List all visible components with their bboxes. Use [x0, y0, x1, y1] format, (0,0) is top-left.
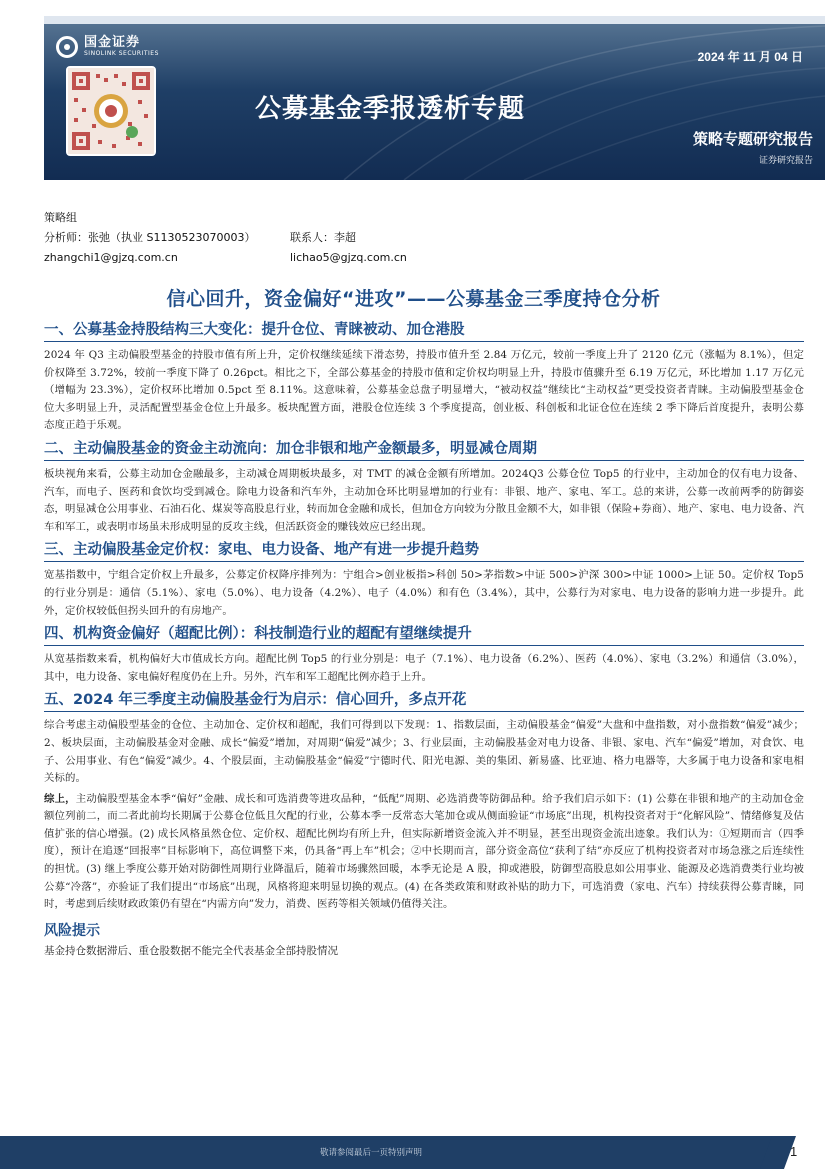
summary-paragraph: [44, 791, 804, 914]
section-paragraph: 从宽基指数来看，机构偏好大市值成长方向。超配比例 Top5 的行业分别是：电子（7.1%）、电力设备（6.2%）、医药（4.0%）、家电（3.2%）和通信（3.0%），其中，电力设备、家电偏好程度仍在上升。另外，汽车和军工超配比例亦趋于上升。: [44, 653, 804, 683]
risk-section: [44, 920, 804, 960]
analyst-email-link[interactable]: zhangchi1@gjzq.com.cn: [44, 251, 178, 264]
logo-icon: [56, 36, 78, 58]
section-paragraph: 综合考虑主动偏股型基金的仓位、主动加仓、定价权和超配，我们可得到以下发现：1、指数层面，主动偏股基金“偏爱”大盘和中盘指数，对小盘指数“偏爱”减少；2、板块层面，主动偏股基金对金融、成长“偏爱”增加，对周期“偏爱”减少；3、行业层面，主动偏股基金对电力设备、非银、家电、汽车“偏爱”增加，对食饮、电子、公用事业、有色“偏爱”减少。4、个股层面，主动偏股基金“偏爱”宁德时代、阳光电源、美的集团、新易盛、比亚迪、格力电器等，大多属于电力设备和家电相关标的。: [44, 719, 804, 785]
report-type: 策略专题研究报告: [692, 130, 813, 148]
contact-email-link[interactable]: lichao5@gjzq.com.cn: [290, 251, 407, 264]
author-info: [44, 208, 804, 268]
section-2: [44, 438, 804, 536]
report-body: [44, 319, 804, 960]
summary-text: 主动偏股型基金本季“偏好”金融、成长和可选消费等进攻品种，“低配”周期、必选消费等防御品种。给予我们启示如下：(1) 公募在非银和地产的主动加仓金额位列前二，而二者此前均长期属于公募仓位低且欠配的行业，公募本季一反常态大笔加仓或从侧面验证“市场底”出现，机构投资者对于“化解风险”、情绪修复及估值扩张的信心增强。(2) 成长风格虽然仓位、定价权、超配比例均有所上升，但实际新增资金流入并不明显，甚至出现资金流出迹象。我们认为：①短期而言（四季度），预计在追逐“回报率”目标影响下，高位调整下来，仍具备“再上车”机会；②中长期而言，部分资金高位“获利了结”亦反应了机构投资者对市场急涨之后连续性的担忧。(3) 继上季度公募开始对防御性周期行业降温后，随着市场骤然回暖，本季无论是 A 股，抑或港股，防御型高股息如公用事业、能源及必选消费类行业均被公募“冷落”，亦验证了我们提出“市场底”出现，风格将迎来明显切换的观点。(4) 在各类政策和财政补贴的助力下，可选消费（家电、汽车）持续获得公募青睐，同时，考虑到后续财政政策仍有望在“内需方向”发力，消费、医药等相关领域仍值得关注。: [44, 792, 804, 911]
brand-logo: [56, 36, 159, 58]
page-number: 1: [790, 1144, 798, 1159]
risk-heading: 风险提示: [44, 922, 100, 939]
analyst-name: 分析师：张弛（执业 S1130523070003）: [44, 231, 256, 244]
report-subtype: 证券研究报告: [758, 156, 813, 166]
report-date: 2024 年 11 月 04 日: [697, 50, 803, 64]
section-paragraph: 2024 年 Q3 主动偏股型基金的持股市值有所上升，定价权继续延续下滑态势，持股市值升至 2.84 万亿元，较前一季度上升了 2120 亿元（涨幅为 8.1%），但定价权降至 3.72%，较前一季度下降了 0.26pct。相比之下，全部公募基金的持股市值和定价权均明显上升，持股市值骤升至 6.19 万亿元，环比增加 1.17 万亿元（增幅为 23.3%），定价权环比增加 0.5pct 至 8.11%。这意味着，公募基金总盘子明显增大，“被动权益”继续比“主动权益”更受投资者青睐。主动偏股型基金仓位大多明显上升，灵活配置型基金仓位上升最多。板块配置方面，港股仓位连续 3 个季度提高，创业板、科创板和北证仓位在连续 2 季下降后首度提升，表明公募态度正趋于乐观。: [44, 349, 804, 432]
footer-disclaimer: 敬请参阅最后一页特别声明: [320, 1148, 423, 1158]
summary-lead: 综上，: [44, 792, 76, 805]
team-name: 策略组: [44, 211, 77, 224]
section-heading: 一、公募基金持股结构三大变化：提升仓位、青睐被动、加仓港股: [44, 319, 804, 342]
section-5: [44, 689, 804, 914]
contact-name: 联系人：李超: [290, 231, 356, 244]
report-series-title: 公募基金季报透析专题: [255, 94, 526, 124]
section-3: [44, 539, 804, 620]
qr-code: [66, 66, 156, 156]
section-heading: 二、主动偏股基金的资金主动流向：加仓非银和地产金额最多，明显减仓周期: [44, 438, 804, 461]
section-heading: 四、机构资金偏好（超配比例）：科技制造行业的超配有望继续提升: [44, 623, 804, 646]
brand-name-en: SINOLINK SECURITIES: [84, 50, 159, 57]
section-1: [44, 319, 804, 435]
section-heading: 三、主动偏股基金定价权：家电、电力设备、地产有进一步提升趋势: [44, 539, 804, 562]
brand-name-cn: 国金证券: [84, 35, 141, 50]
page-footer: [0, 1136, 827, 1169]
banner-top-strip: [44, 16, 825, 24]
section-paragraph: 板块视角来看，公募主动加仓金融最多，主动减仓周期板块最多，对 TMT 的减仓金额有所增加。2024Q3 公募仓位 Top5 的行业中，主动加仓的仅有电力设备、汽车，而电子、医药和食饮均受到减仓。除电力设备和汽车外，主动加仓环比明显增加的行业有：非银、地产、家电、军工。总的来讲，公募一改前两季的防御姿态，明显减仓公用事业、石油石化、煤炭等高股息行业，转而加仓金融和成长，但加仓方向较为分散且金额不大，如非银（保险+券商）、地产、家电、电力设备、汽车和军工，或表明市场虽未形成明显的反攻主线，但活跃资金的赚钱效应已经出现。: [44, 467, 804, 533]
section-paragraph: 宽基指数中，宁组合定价权上升最多，公募定价权降序排列为：宁组合>创业板指>科创 50>茅指数>中证 500>沪深 300>中证 1000>上证 50。定价权 Top5 的行业分别是：通信（5.1%）、家电（5.0%）、电力设备（4.2%）、电子（4.0%）和有色（3.4%），其中，公募行为对家电、电力设备的影响力进一步提升。此外，定价权较低但拐头回升的有房地产。: [44, 569, 804, 617]
qr-code-icon: [68, 68, 154, 154]
main-title: 信心回升，资金偏好“进攻”——公募基金三季度持仓分析: [166, 288, 661, 310]
section-heading: 五、2024 年三季度主动偏股基金行为启示：信心回升，多点开花: [44, 689, 804, 712]
risk-text: 基金持仓数据滞后、重仓股数据不能完全代表基金全部持股情况: [44, 944, 338, 957]
section-4: [44, 623, 804, 686]
